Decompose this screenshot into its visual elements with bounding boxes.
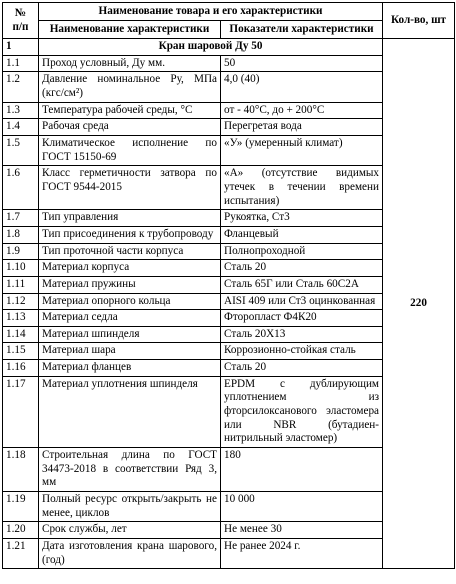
row-characteristic-name: Материал пружины <box>39 276 221 293</box>
row-characteristic-value: Перегретая вода <box>221 119 383 136</box>
row-characteristic-name: Материал седла <box>39 310 221 327</box>
row-number: 1.6 <box>3 166 39 210</box>
row-number: 1.11 <box>3 276 39 293</box>
table-header <box>3 3 455 39</box>
row-characteristic-name: Материал шара <box>39 343 221 360</box>
row-number: 1.19 <box>3 492 39 522</box>
row-characteristic-name: Строительная длина по ГОСТ 34473-2018 в соответствии Ряд 3, мм <box>39 448 221 492</box>
row-characteristic-value: Фторопласт Ф4К20 <box>221 310 383 327</box>
section-title: Кран шаровой Ду 50 <box>39 39 383 56</box>
row-number: 1.8 <box>3 226 39 243</box>
row-characteristic-value: AISI 409 или Ст3 оцинкованная <box>221 293 383 310</box>
row-number: 1.20 <box>3 522 39 539</box>
row-characteristic-name: Давление номинальное Ру, МПа (кгс/см²) <box>39 72 221 102</box>
row-characteristic-name: Срок службы, лет <box>39 522 221 539</box>
row-number: 1.4 <box>3 119 39 136</box>
row-characteristic-value: Рукоятка, Ст3 <box>221 210 383 227</box>
row-number: 1.3 <box>3 102 39 119</box>
row-number: 1.12 <box>3 293 39 310</box>
row-number: 1.7 <box>3 210 39 227</box>
quantity-cell: 220 <box>383 39 455 569</box>
row-number: 1.15 <box>3 343 39 360</box>
row-characteristic-name: Проход условный, Ду мм. <box>39 55 221 72</box>
row-characteristic-name: Дата изготовления крана шарового, (год) <box>39 539 221 569</box>
row-number: 1.1 <box>3 55 39 72</box>
row-characteristic-name: Тип управления <box>39 210 221 227</box>
row-characteristic-name: Материал фланцев <box>39 360 221 377</box>
row-number: 1.18 <box>3 448 39 492</box>
row-characteristic-value: 10 000 <box>221 492 383 522</box>
row-number: 1.2 <box>3 72 39 102</box>
row-characteristic-value: «А» (отсутствие видимых утечек в течении времени испытания) <box>221 166 383 210</box>
row-characteristic-name: Материал шпинделя <box>39 326 221 343</box>
row-characteristic-name: Рабочая среда <box>39 119 221 136</box>
row-characteristic-value: Не менее 30 <box>221 522 383 539</box>
table-body <box>3 39 455 569</box>
char-value-header: Показатели характеристики <box>221 21 383 39</box>
row-characteristic-value: Полнопроходной <box>221 243 383 260</box>
row-number: 1.9 <box>3 243 39 260</box>
row-characteristic-name: Материал уплотнения шпинделя <box>39 376 221 447</box>
row-characteristic-name: Материал корпуса <box>39 260 221 277</box>
row-number: 1.13 <box>3 310 39 327</box>
row-characteristic-value: 180 <box>221 448 383 492</box>
char-name-header: Наименование характеристики <box>39 21 221 39</box>
row-characteristic-name: Температура рабочей среды, °С <box>39 102 221 119</box>
row-characteristic-value: Не ранее 2024 г. <box>221 539 383 569</box>
row-characteristic-value: Коррозионно-стойкая сталь <box>221 343 383 360</box>
num-header <box>3 3 39 39</box>
row-characteristic-name: Материал опорного кольца <box>39 293 221 310</box>
row-characteristic-value: от - 40°С, до + 200°С <box>221 102 383 119</box>
row-number: 1.5 <box>3 135 39 165</box>
row-number: 1.14 <box>3 326 39 343</box>
row-characteristic-value: Сталь 20Х13 <box>221 326 383 343</box>
row-characteristic-value: 50 <box>221 55 383 72</box>
row-characteristic-name: Тип присоединения к трубопроводу <box>39 226 221 243</box>
row-characteristic-value: Сталь 65Г или Сталь 60С2А <box>221 276 383 293</box>
row-characteristic-name: Класс герметичности затвора по ГОСТ 9544-2015 <box>39 166 221 210</box>
row-characteristic-name: Климатическое исполнение по ГОСТ 15150-69 <box>39 135 221 165</box>
row-number: 1.17 <box>3 376 39 447</box>
row-number: 1.10 <box>3 260 39 277</box>
specification-table <box>2 2 455 569</box>
row-characteristic-value: EPDM с дублирующим уплотнением из фторсилоксанового эластомера или NBR (бутадиен-нитрильный эластомер) <box>221 376 383 447</box>
row-characteristic-value: 4,0 (40) <box>221 72 383 102</box>
row-characteristic-value: «У» (умеренный климат) <box>221 135 383 165</box>
section-row <box>3 39 455 56</box>
row-characteristic-value: Фланцевый <box>221 226 383 243</box>
row-characteristic-name: Тип проточной части корпуса <box>39 243 221 260</box>
group-header: Наименование товара и его характеристики <box>39 3 383 21</box>
row-number: 1.16 <box>3 360 39 377</box>
row-characteristic-name: Полный ресурс открыть/закрыть не менее, циклов <box>39 492 221 522</box>
qty-header: Кол-во, шт <box>383 3 455 39</box>
num-header-sublabel: п/п <box>12 20 29 33</box>
section-number: 1 <box>3 39 39 56</box>
num-header-label: № <box>14 6 27 19</box>
row-characteristic-value: Сталь 20 <box>221 360 383 377</box>
row-characteristic-value: Сталь 20 <box>221 260 383 277</box>
row-number: 1.21 <box>3 539 39 569</box>
